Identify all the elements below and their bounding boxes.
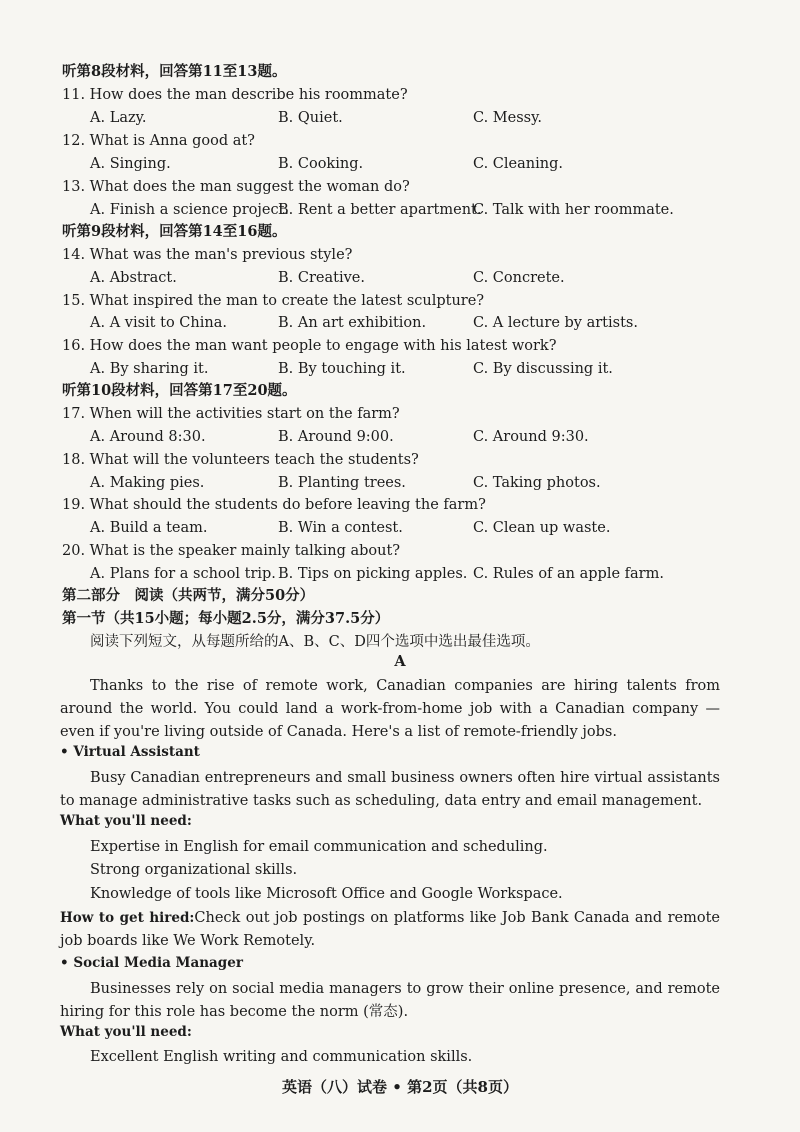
question-19: 19. What should the students do before leaving the farm? xyxy=(62,497,486,513)
q13-option-b: B. Rent a better apartment. xyxy=(278,202,482,218)
q19-option-c: C. Clean up waste. xyxy=(473,520,611,536)
q12-option-b: B. Cooking. xyxy=(278,156,364,172)
job2-description-text: Businesses rely on social media managers to grow their online presence, and remote hiring for this role has become the norm (常态). xyxy=(60,981,720,1020)
q19-option-b: B. Win a contest. xyxy=(278,520,403,536)
question-11: 11. How does the man describe his roommate? xyxy=(62,87,408,103)
section9-header: 听第9段材料，回答第14至16题。 xyxy=(62,223,287,240)
q17-option-c: C. Around 9:30. xyxy=(473,429,589,445)
q18-option-c: C. Taking photos. xyxy=(473,475,601,491)
job1-need-1: Expertise in English for email communication and scheduling. xyxy=(90,839,548,855)
job1-hired-label: How to get hired: xyxy=(60,910,195,926)
q19-option-a: A. Build a team. xyxy=(90,520,208,536)
job1-description-text: Busy Canadian entrepreneurs and small business owners often hire virtual assistants to manage administrative tasks such as scheduling, data entry and email management. xyxy=(60,770,720,809)
page-footer: 英语（八）试卷 • 第2页（共8页） xyxy=(282,1078,518,1096)
section10-header: 听第10段材料，回答第17至20题。 xyxy=(62,382,297,399)
q15-option-c: C. A lecture by artists. xyxy=(473,315,638,331)
q17-option-b: B. Around 9:00. xyxy=(278,429,394,445)
job1-need-3: Knowledge of tools like Microsoft Office and Google Workspace. xyxy=(90,886,563,902)
q17-option-a: A. Around 8:30. xyxy=(90,429,206,445)
question-13: 13. What does the man suggest the woman do? xyxy=(62,179,410,195)
question-20: 20. What is the speaker mainly talking about? xyxy=(62,543,401,559)
q12-option-a: A. Singing. xyxy=(90,156,171,172)
q14-option-a: A. Abstract. xyxy=(90,270,177,286)
job1-title: • Virtual Assistant xyxy=(60,744,200,760)
q18-option-b: B. Planting trees. xyxy=(278,475,406,491)
section1-title: 第一节（共15小题；每小题2.5分，满分37.5分） xyxy=(62,610,390,627)
q20-option-c: C. Rules of an apple farm. xyxy=(473,566,664,582)
job2-need-1: Excellent English writing and communication skills. xyxy=(90,1049,473,1065)
q15-option-a: A. A visit to China. xyxy=(90,315,227,331)
passage-letter: A xyxy=(394,653,406,670)
question-14: 14. What was the man's previous style? xyxy=(62,247,353,263)
passage-intro xyxy=(60,675,720,744)
job1-hired-text: Check out job postings on platforms like Job Bank Canada and remote job boards like We Work Remotely. xyxy=(60,910,720,949)
job2-title: • Social Media Manager xyxy=(60,955,243,971)
q14-option-c: C. Concrete. xyxy=(473,270,565,286)
job1-hired xyxy=(60,907,720,953)
question-16: 16. How does the man want people to engage with his latest work? xyxy=(62,338,557,354)
q11-option-a: A. Lazy. xyxy=(90,110,147,126)
q18-option-a: A. Making pies. xyxy=(90,475,205,491)
question-15: 15. What inspired the man to create the latest sculpture? xyxy=(62,293,485,309)
job1-need-label: What you'll need: xyxy=(60,813,192,829)
q11-option-b: B. Quiet. xyxy=(278,110,343,126)
q14-option-b: B. Creative. xyxy=(278,270,365,286)
part2-title: 第二部分 阅读（共两节，满分50分） xyxy=(62,587,315,604)
q16-option-c: C. By discussing it. xyxy=(473,361,613,377)
job1-description xyxy=(60,767,720,813)
q16-option-a: A. By sharing it. xyxy=(90,361,209,377)
q13-option-c: C. Talk with her roommate. xyxy=(473,202,674,218)
q20-option-b: B. Tips on picking apples. xyxy=(278,566,468,582)
job2-description xyxy=(60,978,720,1024)
job1-need-2: Strong organizational skills. xyxy=(90,862,298,878)
question-17: 17. When will the activities start on the farm? xyxy=(62,406,400,422)
q13-option-a: A. Finish a science project. xyxy=(90,202,290,218)
passage-intro-text: Thanks to the rise of remote work, Canadian companies are hiring talents from around the world. You could land a work-from-home job with a Canadian company — even if you're living outside of Canada. Here's a list of remote-friendly jobs. xyxy=(60,678,720,740)
question-12: 12. What is Anna good at? xyxy=(62,133,255,149)
q16-option-b: B. By touching it. xyxy=(278,361,406,377)
question-18: 18. What will the volunteers teach the students? xyxy=(62,452,419,468)
reading-instruction: 阅读下列短文，从每题所给的A、B、C、D四个选项中选出最佳选项。 xyxy=(90,634,540,650)
q11-option-c: C. Messy. xyxy=(473,110,542,126)
q15-option-b: B. An art exhibition. xyxy=(278,315,427,331)
section8-header: 听第8段材料，回答第11至13题。 xyxy=(62,63,287,80)
q20-option-a: A. Plans for a school trip. xyxy=(90,566,276,582)
q12-option-c: C. Cleaning. xyxy=(473,156,563,172)
job2-need-label: What you'll need: xyxy=(60,1024,192,1040)
